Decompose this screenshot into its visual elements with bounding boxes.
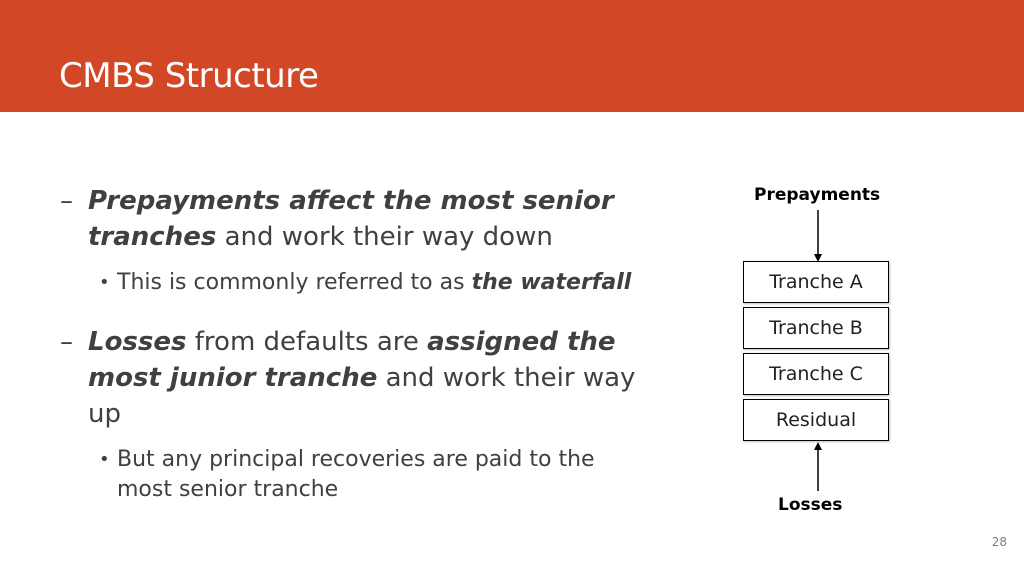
dot-marker: •	[99, 449, 110, 470]
slide-title: CMBS Structure	[59, 56, 319, 96]
dash-marker: –	[60, 327, 73, 357]
sub-bullet-text: This is commonly referred to as	[117, 270, 472, 295]
losses-label: Losses	[778, 495, 843, 515]
prepayments-label: Prepayments	[754, 185, 881, 205]
emphasis-text: Prepayments affect the most senior tranches	[88, 186, 614, 252]
page-number: 28	[991, 535, 1007, 549]
emphasis-text: Losses	[88, 327, 187, 357]
sub-bullet-text: But any principal recoveries are paid to the most senior tranche	[117, 447, 595, 502]
bullet-text: and work their way up	[88, 363, 636, 429]
tranche-c-box: Tranche C	[743, 353, 889, 395]
emphasis-text: the waterfall	[471, 270, 632, 295]
bullet-text: and work their way down	[216, 222, 553, 252]
dot-marker: •	[99, 272, 110, 293]
bullet-text: from defaults are	[186, 327, 428, 357]
emphasis-text: assigned the most junior tranche	[88, 327, 616, 393]
residual-box: Residual	[743, 399, 889, 441]
tranche-b-box: Tranche B	[743, 307, 889, 349]
dash-marker: –	[60, 186, 73, 216]
tranche-a-box: Tranche A	[743, 261, 889, 303]
